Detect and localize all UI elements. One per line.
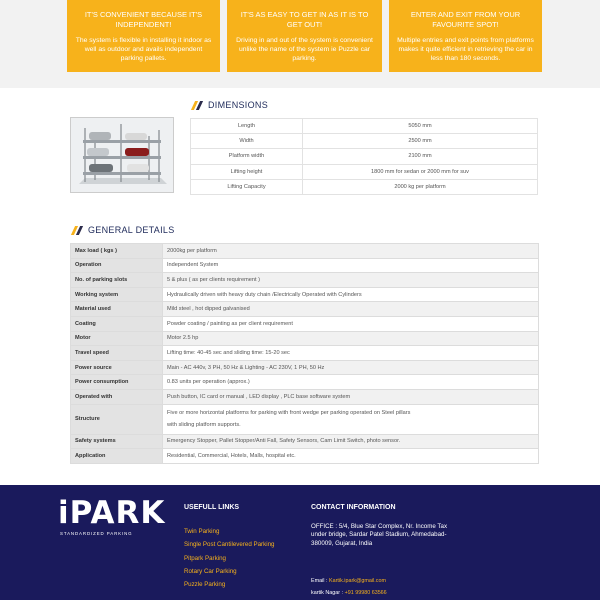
detail-label: Operated with	[71, 389, 163, 404]
table-row	[71, 434, 539, 449]
detail-value: 2000kg per platform	[163, 244, 539, 259]
detail-label: Coating	[71, 316, 163, 331]
feature-body: Multiple entries and exit points from platforms makes it quite efficient in retrieving the car in less than 180 seconds.	[397, 37, 534, 62]
feature-body: The system is flexible in installing it indoor as well as outdoor and avails independent parking pallets.	[75, 37, 212, 62]
table-row	[191, 149, 538, 164]
dimension-label: Lifting height	[191, 164, 303, 179]
table-row	[71, 273, 539, 288]
table-row	[71, 346, 539, 361]
ipark-logo[interactable]	[58, 495, 168, 538]
phone-link[interactable]: +91 99980 63566	[344, 590, 387, 596]
logo-tagline: STANDARDIZED PARKING	[60, 531, 133, 536]
detail-value: Powder coating / painting as per client requirement	[163, 316, 539, 331]
general-details-title: GENERAL DETAILS	[88, 225, 175, 235]
detail-value: Lifting time: 40-45 sec and sliding time: 15-20 sec	[163, 346, 539, 361]
detail-label: Motor	[71, 331, 163, 346]
detail-label: Material used	[71, 302, 163, 317]
email-link[interactable]: Kartik.ipark@gmail.com	[328, 578, 386, 584]
table-row	[71, 331, 539, 346]
dimension-value: 2500 mm	[303, 134, 538, 149]
dimension-label: Platform width	[191, 149, 303, 164]
dimension-value: 1800 mm for sedan or 2000 mm for suv	[303, 164, 538, 179]
site-footer	[0, 485, 600, 600]
detail-label: Travel speed	[71, 346, 163, 361]
dimension-label: Lifting Capacity	[191, 179, 303, 194]
detail-value-line: Five or more horizontal platforms for parking with front wedge per parking operated on Steel pillars	[167, 410, 411, 417]
detail-value: Residential, Commercial, Hotels, Malls, hospital etc.	[163, 449, 539, 464]
phone-label: kartik Nagar	[311, 590, 341, 596]
detail-label: Max load ( kgs )	[71, 244, 163, 259]
feature-card-easy	[227, 0, 382, 72]
detail-value	[163, 404, 539, 434]
detail-value: Hydraulically driven with heavy duty chain /Electrically Operated with Cylinders	[163, 287, 539, 302]
detail-value: 5 & plus ( as per clients requirement )	[163, 273, 539, 288]
dimensions-table	[190, 118, 538, 195]
table-row	[191, 179, 538, 194]
dimension-value: 2000 kg per platform	[303, 179, 538, 194]
detail-label: Application	[71, 449, 163, 464]
general-details-table	[70, 243, 539, 464]
feature-card-independent	[67, 0, 220, 72]
table-row	[71, 360, 539, 375]
dimensions-title: DIMENSIONS	[208, 100, 269, 110]
table-row	[71, 375, 539, 390]
table-row	[71, 316, 539, 331]
detail-label: Operation	[71, 258, 163, 273]
feature-title: IT'S CONVENIENT BECAUSE IT'S INDEPENDENT!	[84, 10, 203, 29]
feature-body: Driving in and out of the system is convenient unlike the name of the system ie Puzzle car parking.	[236, 37, 373, 62]
detail-value: 0.83 units per operation (approx.)	[163, 375, 539, 390]
detail-label: Structure	[71, 404, 163, 434]
logo-text: iPARK	[58, 495, 166, 531]
detail-value: Independent System	[163, 258, 539, 273]
detail-value-line: with sliding platform supports.	[167, 422, 241, 429]
detail-value: Main - AC 440v, 3 PH, 50 Hz & Lighting - AC 230V, 1 PH, 50 Hz	[163, 360, 539, 375]
dimension-label: Length	[191, 119, 303, 134]
dimension-value: 5050 mm	[303, 119, 538, 134]
table-row	[71, 404, 539, 434]
detail-label: No. of parking slots	[71, 273, 163, 288]
email-label: Email	[311, 578, 325, 584]
detail-label: Power consumption	[71, 375, 163, 390]
footer-link-single-post[interactable]: Single Post Cantilevered Parking	[184, 541, 275, 549]
table-row	[191, 134, 538, 149]
feature-title: ENTER AND EXIT FROM YOUR FAVOURITE SPOT!	[410, 10, 521, 29]
detail-label: Power source	[71, 360, 163, 375]
footer-link-rotary[interactable]: Rotary Car Parking	[184, 567, 237, 575]
contact-heading: CONTACT INFORMATION	[311, 504, 396, 511]
footer-link-puzzle[interactable]: Puzzle Parking	[184, 581, 226, 589]
table-row	[191, 164, 538, 179]
footer-link-pitpark[interactable]: Pitpark Parking	[184, 554, 226, 562]
table-row	[71, 287, 539, 302]
detail-value: Push button, IC card or manual , LED display , PLC base software system	[163, 389, 539, 404]
detail-label: Safety systems	[71, 434, 163, 449]
detail-value: Emergency Stopper, Pallet Stopper/Anti Fall, Safety Sensors, Cam Limit Switch, photo sensor.	[163, 434, 539, 449]
table-row	[191, 119, 538, 134]
dimensions-heading	[193, 100, 268, 110]
table-row	[71, 302, 539, 317]
feature-band	[0, 0, 600, 88]
feature-card-enter-exit	[389, 0, 542, 72]
office-address: OFFICE : 5/4, Blue Star Complex, Nr. Income Tax under bridge, Sardar Patel Stadium, Ahmedabad- 380009, Gujarat, India	[311, 523, 448, 547]
dimension-label: Width	[191, 134, 303, 149]
email-row: Email : Kartik.ipark@gmail.com	[311, 578, 386, 584]
detail-value: Mild steel , hot dipped galvanised	[163, 302, 539, 317]
general-details-heading	[73, 225, 175, 235]
useful-links-list	[184, 525, 274, 591]
table-row	[71, 244, 539, 259]
parking-system-image	[70, 117, 174, 193]
feature-title: IT'S AS EASY TO GET IN AS IT IS TO GET OUT!	[240, 10, 369, 29]
useful-links-heading: USEFULL LINKS	[184, 504, 240, 511]
detail-label: Working system	[71, 287, 163, 302]
dimension-value: 2100 mm	[303, 149, 538, 164]
detail-value: Motor 2.5 hp	[163, 331, 539, 346]
phone-row: kartik Nagar : +91 99980 63566	[311, 590, 387, 596]
table-row	[71, 258, 539, 273]
table-row	[71, 389, 539, 404]
footer-link-twin-parking[interactable]: Twin Parking	[184, 528, 220, 535]
table-row	[71, 449, 539, 464]
